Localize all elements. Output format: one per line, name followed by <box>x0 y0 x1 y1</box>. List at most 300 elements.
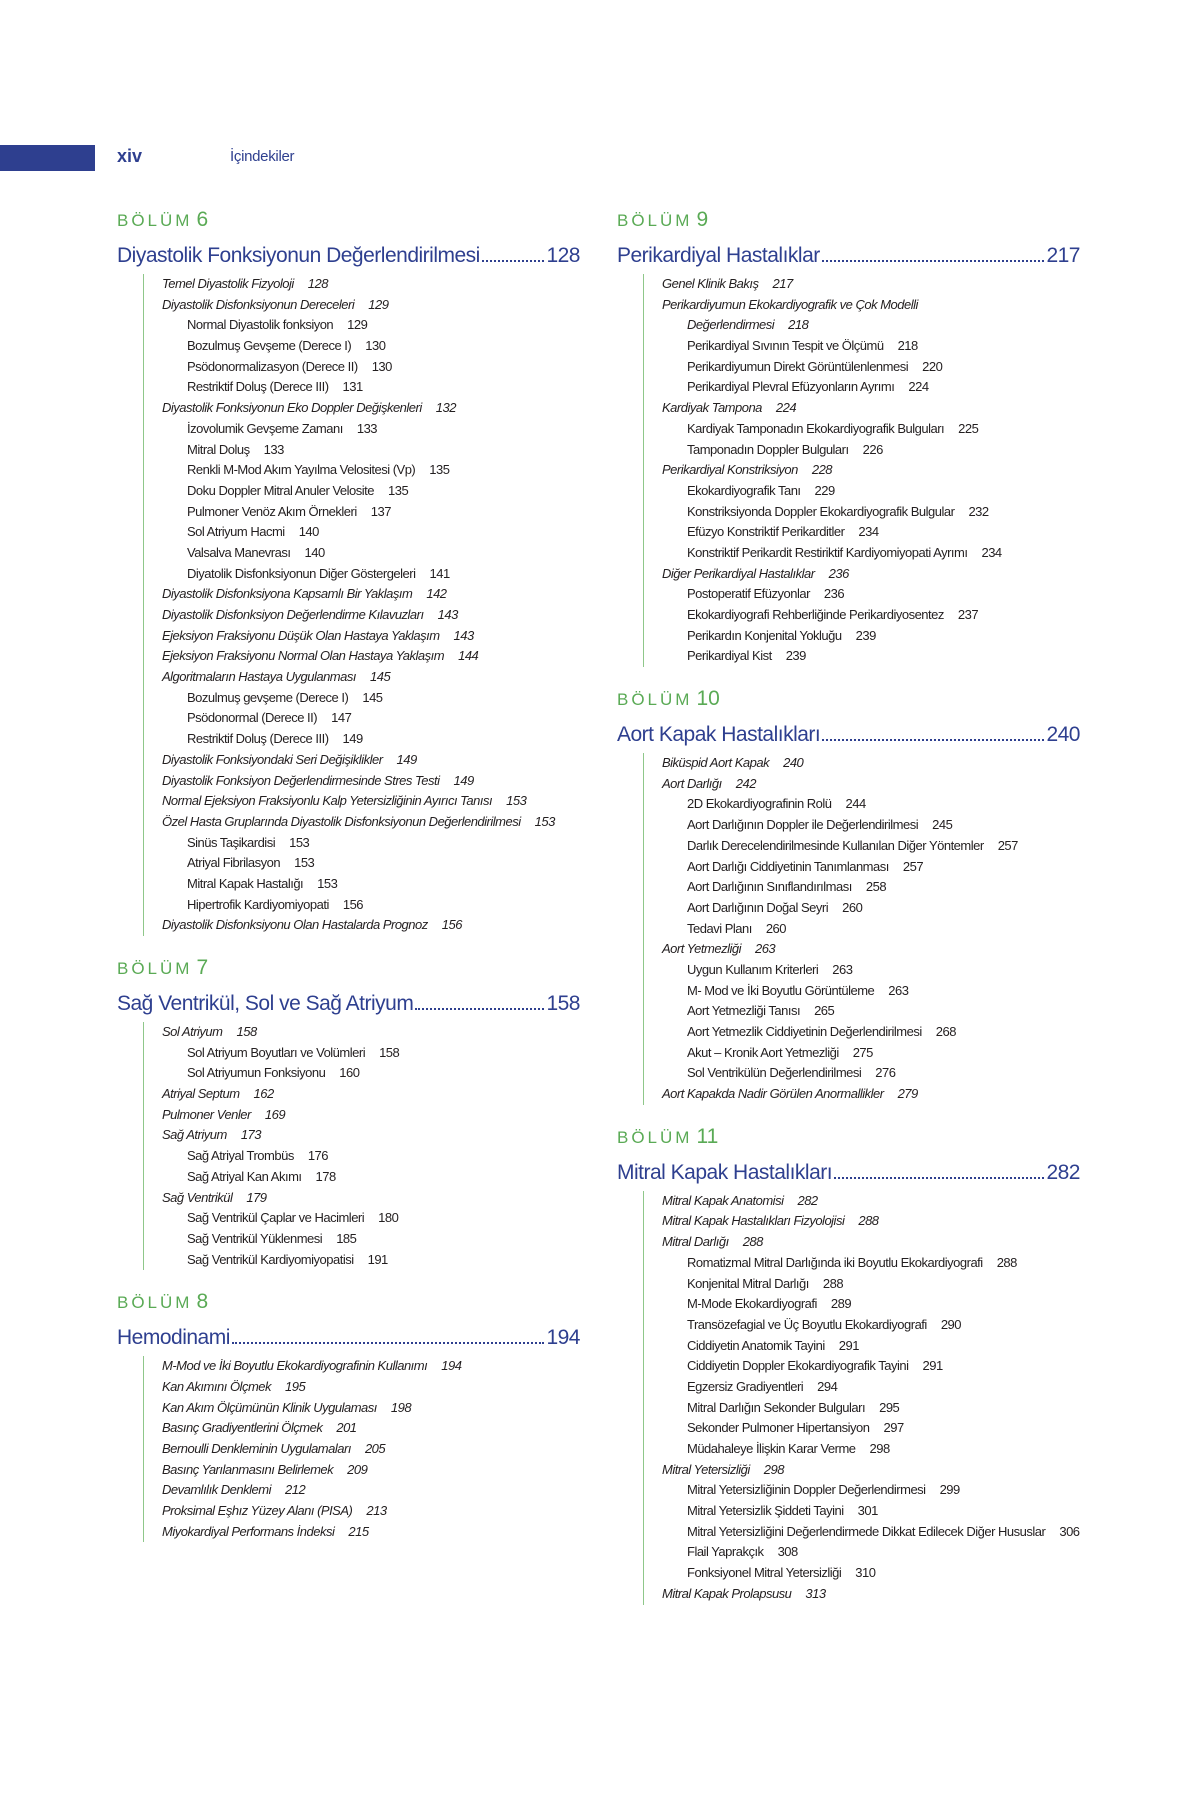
chapter-entry-list <box>643 1191 1080 1605</box>
entry-title: Renkli M-Mod Akım Yayılma Velositesi (Vp) <box>187 462 416 478</box>
entry-title: Romatizmal Mitral Darlığında iki Boyutlu Ekokardiyografi <box>687 1254 983 1270</box>
toc-subsection-entry[interactable] <box>162 440 580 461</box>
toc-subsection-entry[interactable] <box>162 708 580 729</box>
entry-page-number: 224 <box>775 400 797 416</box>
entry-title: Proksimal Eşhız Yüzey Alanı (PISA) <box>162 1503 353 1519</box>
entry-title: Hipertrofik Kardiyomiyopati <box>187 896 329 912</box>
entry-page-number: 295 <box>879 1399 900 1415</box>
entry-page-number: 158 <box>236 1024 257 1039</box>
toc-section-entry[interactable] <box>162 1398 580 1419</box>
entry-page-number: 234 <box>981 544 1002 560</box>
entry-page-number: 288 <box>822 1275 844 1291</box>
toc-section-entry[interactable] <box>162 1084 580 1105</box>
chapter-number: 7 <box>196 956 209 979</box>
toc-section-entry[interactable] <box>162 584 580 605</box>
entry-page-number: 291 <box>922 1358 943 1374</box>
entry-page-number: 237 <box>957 607 979 622</box>
chapter-number: 11 <box>696 1124 719 1148</box>
toc-section-entry[interactable] <box>162 274 580 295</box>
toc-subsection-entry[interactable] <box>162 895 580 916</box>
chapter-label-text: BÖLÜM <box>117 211 193 230</box>
entry-title: Perikardiyumun Ekokardiyografik ve Çok Modelli <box>662 296 918 312</box>
chapter-title-row[interactable] <box>117 990 580 1018</box>
toc-subsection-entry[interactable] <box>162 1229 580 1250</box>
toc-subsection-entry[interactable] <box>662 857 1080 878</box>
toc-section-entry[interactable] <box>662 1584 1080 1605</box>
toc-subsection-entry[interactable] <box>662 1377 1080 1398</box>
toc-subsection-entry[interactable] <box>162 336 580 357</box>
toc-section-entry[interactable] <box>162 667 580 688</box>
toc-section-entry[interactable] <box>162 812 580 833</box>
entry-title: Aort Yetmezliği <box>662 941 741 957</box>
entry-title: Tedavi Planı <box>687 920 752 936</box>
toc-subsection-entry[interactable] <box>662 1418 1080 1439</box>
entry-title: Mitral Yetersizlik Şiddeti Tayini <box>687 1503 844 1519</box>
toc-subsection-entry[interactable] <box>662 1563 1080 1584</box>
entry-title: Ejeksiyon Fraksiyonu Normal Olan Hastaya Yaklaşım <box>162 648 445 664</box>
entry-page-number: 306 <box>1059 1523 1080 1539</box>
entry-page-number: 245 <box>932 817 953 833</box>
entry-title: Mitral Kapak Hastalıkları Fizyolojisi <box>662 1213 845 1229</box>
toc-section-entry[interactable] <box>162 605 580 626</box>
entry-page-number: 143 <box>437 607 458 622</box>
toc-subsection-entry[interactable] <box>662 1356 1080 1377</box>
entry-title: Restriktif Doluş (Derece III) <box>187 379 329 395</box>
toc-section-entry[interactable] <box>662 1232 1080 1253</box>
chapter-number: 8 <box>196 1290 209 1314</box>
entry-title: Özel Hasta Gruplarında Diyastolik Disfonksiyonun Değerlendirilmesi <box>162 813 521 829</box>
toc-subsection-entry[interactable] <box>162 481 580 502</box>
toc-section-entry[interactable] <box>162 295 580 316</box>
entry-page-number: 201 <box>336 1420 357 1436</box>
toc-subsection-entry[interactable] <box>662 919 1080 940</box>
chapter-section <box>117 956 580 1270</box>
chapter-label-text: BÖLÜM <box>617 211 693 230</box>
entry-title: Aort Kapakda Nadir Görülen Anormallikler <box>662 1086 884 1102</box>
entry-page-number: 242 <box>735 775 756 791</box>
entry-title: Aort Darlığının Sınıflandırılması <box>687 879 852 895</box>
toc-section-entry[interactable] <box>662 274 1080 295</box>
toc-section-entry[interactable] <box>162 398 580 419</box>
toc-subsection-entry[interactable] <box>662 543 1080 564</box>
entry-title: Akut – Kronik Aort Yetmezliği <box>687 1044 839 1060</box>
entry-title: Aort Yetmezliği Tanısı <box>687 1003 801 1019</box>
entry-page-number: 308 <box>777 1544 798 1560</box>
entry-title: Sağ Ventrikül Çaplar ve Hacimleri <box>187 1210 365 1226</box>
entry-page-number: 131 <box>342 379 363 395</box>
entry-page-number: 147 <box>331 710 352 726</box>
toc-subsection-entry[interactable] <box>662 626 1080 647</box>
chapter-title-row[interactable] <box>617 721 1080 749</box>
toc-subsection-entry[interactable] <box>662 1336 1080 1357</box>
entry-title: Sol Atriyum <box>162 1024 223 1039</box>
entry-page-number: 129 <box>347 317 368 333</box>
entry-title: Psödonormal (Derece II) <box>187 710 318 726</box>
toc-subsection-entry[interactable] <box>662 605 1080 626</box>
entry-page-number: 145 <box>369 669 391 685</box>
entry-page-number: 128 <box>307 276 328 291</box>
entry-page-number: 294 <box>817 1378 838 1394</box>
toc-subsection-entry[interactable] <box>662 1501 1080 1522</box>
toc-subsection-entry[interactable] <box>662 440 1080 461</box>
entry-page-number: 263 <box>888 982 909 998</box>
toc-section-entry[interactable] <box>162 915 580 936</box>
entry-title: Mitral Darlığın Sekonder Bulguları <box>687 1399 866 1415</box>
entry-page-number: 185 <box>336 1230 357 1246</box>
toc-subsection-entry[interactable] <box>662 1398 1080 1419</box>
chapter-number: 6 <box>196 208 209 231</box>
entry-title: Sol Atriyum Boyutları ve Volümleri <box>187 1044 366 1060</box>
toc-subsection-entry[interactable] <box>662 877 1080 898</box>
toc-subsection-entry[interactable] <box>162 419 580 440</box>
entry-title: Atriyal Septum <box>162 1086 240 1102</box>
entry-title: Algoritmaların Hastaya Uygulanması <box>162 669 356 685</box>
header-accent-bar <box>0 145 95 171</box>
chapter-entry-list <box>143 1022 580 1270</box>
entry-title: Diyastolik Fonksiyon Değerlendirmesinde Stres Testi <box>162 772 440 788</box>
toc-section-entry[interactable] <box>162 771 580 792</box>
toc-section-entry[interactable] <box>162 1439 580 1460</box>
entry-title: Diyastolik Disfonksiyon Değerlendirme Kılavuzları <box>162 607 424 622</box>
entry-title: Sağ Atriyum <box>162 1127 227 1143</box>
entry-page-number: 313 <box>805 1585 826 1601</box>
entry-title: Kan Akım Ölçümünün Klinik Uygulaması <box>162 1399 377 1415</box>
toc-subsection-entry[interactable] <box>662 1253 1080 1274</box>
toc-subsection-entry[interactable] <box>662 1294 1080 1315</box>
toc-subsection-entry[interactable] <box>662 1001 1080 1022</box>
toc-section-entry[interactable] <box>662 315 1080 336</box>
entry-title: Mitral Kapak Prolapsusu <box>662 1585 792 1601</box>
toc-subsection-entry[interactable] <box>162 1043 580 1064</box>
chapter-title: Mitral Kapak Hastalıkları <box>617 1160 833 1184</box>
toc-subsection-entry[interactable] <box>662 584 1080 605</box>
entry-page-number: 263 <box>754 941 776 957</box>
toc-column-left <box>117 208 580 1562</box>
chapter-number: 10 <box>696 687 720 711</box>
entry-title: Sağ Ventrikül Yüklenmesi <box>187 1230 323 1246</box>
entry-page-number: 232 <box>968 503 989 519</box>
entry-title: Pulmoner Venler <box>162 1106 251 1122</box>
chapter-title: Diyastolik Fonksiyonun Değerlendirilmesi <box>117 244 480 267</box>
entry-title: Mitral Yetersizliğini Değerlendirmede Dikkat Edilecek Diğer Hususlar <box>687 1523 1046 1539</box>
toc-subsection-entry[interactable] <box>662 1542 1080 1563</box>
entry-title: Valsalva Manevrası <box>187 544 291 560</box>
toc-subsection-entry[interactable] <box>662 646 1080 667</box>
toc-subsection-entry[interactable] <box>662 1439 1080 1460</box>
entry-title: Diğer Perikardiyal Hastalıklar <box>662 565 815 581</box>
entry-page-number: 220 <box>922 358 943 374</box>
entry-page-number: 149 <box>396 751 417 767</box>
entry-page-number: 275 <box>852 1044 873 1060</box>
dot-leader <box>822 739 1044 741</box>
toc-subsection-entry[interactable] <box>662 481 1080 502</box>
entry-title: Perikardiyal Kist <box>687 648 772 664</box>
toc-subsection-entry[interactable] <box>162 564 580 585</box>
toc-subsection-entry[interactable] <box>662 981 1080 1002</box>
entry-title: Sekonder Pulmoner Hipertansiyon <box>687 1420 870 1436</box>
entry-title: Sağ Atriyal Kan Akımı <box>187 1168 302 1184</box>
toc-subsection-entry[interactable] <box>162 522 580 543</box>
entry-title: Aort Yetmezlik Ciddiyetinin Değerlendirilmesi <box>687 1024 922 1039</box>
entry-title: Müdahaleye İlişkin Karar Verme <box>687 1441 856 1456</box>
toc-subsection-entry[interactable] <box>162 874 580 895</box>
entry-title: Tamponadın Doppler Bulguları <box>687 441 849 457</box>
toc-section-entry[interactable] <box>662 1191 1080 1212</box>
entry-page-number: 133 <box>356 420 378 436</box>
entry-title: Değerlendirmesi <box>687 317 775 333</box>
toc-section-entry[interactable] <box>662 398 1080 419</box>
toc-subsection-entry[interactable] <box>662 1022 1080 1043</box>
chapter-label-text: BÖLÜM <box>617 690 693 710</box>
entry-title: M-Mode Ekokardiyografi <box>687 1296 817 1312</box>
toc-section-entry[interactable] <box>162 1460 580 1481</box>
toc-column-right <box>617 208 1080 1625</box>
toc-subsection-entry[interactable] <box>662 836 1080 857</box>
toc-subsection-entry[interactable] <box>662 898 1080 919</box>
entry-page-number: 298 <box>763 1461 784 1477</box>
entry-page-number: 290 <box>940 1316 962 1332</box>
toc-section-entry[interactable] <box>162 1105 580 1126</box>
toc-section-entry[interactable] <box>162 1356 580 1377</box>
toc-section-entry[interactable] <box>162 1480 580 1501</box>
toc-section-entry[interactable] <box>162 1522 580 1543</box>
chapter-title-row[interactable] <box>117 242 580 270</box>
toc-section-entry[interactable] <box>162 1377 580 1398</box>
toc-subsection-entry[interactable] <box>162 729 580 750</box>
entry-title: Aort Darlığının Doppler ile Değerlendirilmesi <box>687 817 919 833</box>
entry-title: Pulmoner Venöz Akım Örnekleri <box>187 503 357 519</box>
toc-subsection-entry[interactable] <box>162 1167 580 1188</box>
entry-title: M-Mod ve İki Boyutlu Ekokardiyografinin Kullanımı <box>162 1358 428 1374</box>
toc-section-entry[interactable] <box>662 939 1080 960</box>
entry-page-number: 310 <box>855 1565 876 1581</box>
toc-subsection-entry[interactable] <box>662 419 1080 440</box>
entry-page-number: 218 <box>897 338 918 354</box>
entry-title: Biküspid Aort Kapak <box>662 755 770 771</box>
entry-title: İzovolumik Gevşeme Zamanı <box>187 420 343 436</box>
toc-subsection-entry[interactable] <box>662 1315 1080 1336</box>
toc-subsection-entry[interactable] <box>662 1480 1080 1501</box>
entry-title: Postoperatif Efüzyonlar <box>687 586 810 602</box>
entry-title: Sinüs Taşikardisi <box>187 834 276 850</box>
entry-title: Ekokardiyografi Rehberliğinde Perikardiyosentez <box>687 607 944 622</box>
entry-page-number: 257 <box>902 858 924 874</box>
entry-page-number: 298 <box>869 1441 890 1456</box>
entry-title: M- Mod ve İki Boyutlu Görüntüleme <box>687 982 875 998</box>
entry-page-number: 239 <box>855 627 876 643</box>
toc-section-entry[interactable] <box>662 295 1080 316</box>
entry-page-number: 178 <box>315 1168 336 1184</box>
toc-section-entry[interactable] <box>162 1188 580 1209</box>
entry-page-number: 169 <box>264 1106 286 1122</box>
entry-title: Bozulmuş Gevşeme (Derece I) <box>187 338 352 354</box>
toc-subsection-entry[interactable] <box>162 1063 580 1084</box>
chapter-page-number: 240 <box>1046 723 1080 747</box>
entry-page-number: 130 <box>365 338 386 354</box>
entry-title: Mitral Kapak Anatomisi <box>662 1192 784 1208</box>
toc-subsection-entry[interactable] <box>162 315 580 336</box>
toc-subsection-entry[interactable] <box>162 357 580 378</box>
entry-title: Sol Atriyum Hacmi <box>187 524 285 540</box>
entry-page-number: 226 <box>862 441 883 457</box>
toc-subsection-entry[interactable] <box>162 1250 580 1271</box>
entry-title: Perikardın Konjenital Yokluğu <box>687 627 842 643</box>
chapter-title-row[interactable] <box>617 1159 1080 1187</box>
toc-section-entry[interactable] <box>162 1418 580 1439</box>
entry-title: Sağ Atriyal Trombüs <box>187 1148 294 1164</box>
toc-subsection-entry[interactable] <box>662 815 1080 836</box>
chapter-page-number: 282 <box>1046 1160 1080 1184</box>
entry-page-number: 236 <box>823 586 845 602</box>
entry-page-number: 225 <box>958 420 979 436</box>
entry-title: Devamlılık Denklemi <box>162 1482 271 1498</box>
entry-title: Perikardiyumun Direkt Görüntülenlenmesi <box>687 358 909 374</box>
entry-page-number: 130 <box>371 358 392 374</box>
chapter-label <box>617 1125 1080 1149</box>
toc-subsection-entry[interactable] <box>662 1522 1080 1543</box>
toc-subsection-entry[interactable] <box>662 1274 1080 1295</box>
entry-title: Kan Akımını Ölçmek <box>162 1378 271 1394</box>
chapter-title-row[interactable] <box>117 1324 580 1352</box>
toc-section-entry[interactable] <box>162 1501 580 1522</box>
toc-section-entry[interactable] <box>662 564 1080 585</box>
toc-subsection-entry[interactable] <box>662 502 1080 523</box>
toc-subsection-entry[interactable] <box>162 833 580 854</box>
entry-page-number: 149 <box>453 772 474 788</box>
entry-page-number: 141 <box>429 565 450 581</box>
entry-title: Restriktif Doluş (Derece III) <box>187 731 329 747</box>
entry-title: 2D Ekokardiyografinin Rolü <box>687 796 832 812</box>
toc-subsection-entry[interactable] <box>162 460 580 481</box>
dot-leader <box>482 260 545 262</box>
toc-subsection-entry[interactable] <box>662 1043 1080 1064</box>
toc-section-entry[interactable] <box>662 460 1080 481</box>
entry-page-number: 229 <box>814 482 835 498</box>
entry-title: Bernoulli Denkleminin Uygulamaları <box>162 1441 351 1456</box>
entry-page-number: 212 <box>284 1482 306 1498</box>
toc-section-entry[interactable] <box>162 626 580 647</box>
toc-subsection-entry[interactable] <box>162 1146 580 1167</box>
entry-title: Miyokardiyal Performans İndeksi <box>162 1523 335 1539</box>
entry-page-number: 140 <box>298 524 319 540</box>
toc-subsection-entry[interactable] <box>162 853 580 874</box>
entry-page-number: 301 <box>857 1503 878 1519</box>
entry-page-number: 236 <box>828 565 849 581</box>
chapter-label <box>117 208 580 232</box>
chapter-title: Sağ Ventrikül, Sol ve Sağ Atriyum <box>117 992 414 1015</box>
toc-subsection-entry[interactable] <box>162 688 580 709</box>
entry-title: Diyastolik Disfonksiyonu Olan Hastalarda Prognoz <box>162 917 428 933</box>
toc-section-entry[interactable] <box>162 1125 580 1146</box>
chapter-number: 9 <box>696 208 709 231</box>
toc-subsection-entry[interactable] <box>662 1063 1080 1084</box>
toc-section-entry[interactable] <box>662 753 1080 774</box>
entry-title: Mitral Yetersizliği <box>662 1461 750 1477</box>
entry-title: Genel Klinik Bakış <box>662 276 759 291</box>
entry-title: Mitral Yetersizliğinin Doppler Değerlendirmesi <box>687 1482 926 1498</box>
chapter-page-number: 128 <box>546 244 580 267</box>
entry-title: Kardiyak Tamponadın Ekokardiyografik Bulguları <box>687 420 945 436</box>
dot-leader <box>834 1177 1044 1179</box>
toc-section-entry[interactable] <box>162 791 580 812</box>
entry-page-number: 142 <box>426 586 447 602</box>
chapter-entry-list <box>143 1356 580 1542</box>
toc-subsection-entry[interactable] <box>162 502 580 523</box>
chapter-section <box>117 1290 580 1542</box>
toc-subsection-entry[interactable] <box>662 336 1080 357</box>
entry-page-number: 153 <box>506 793 527 809</box>
entry-page-number: 234 <box>858 524 879 540</box>
entry-title: Ciddiyetin Doppler Ekokardiyografik Tayini <box>687 1358 909 1374</box>
chapter-section <box>617 1125 1080 1605</box>
entry-title: Perikardiyal Konstriksiyon <box>662 462 798 478</box>
toc-section-entry[interactable] <box>662 1211 1080 1232</box>
toc-section-entry[interactable] <box>662 1460 1080 1481</box>
entry-page-number: 156 <box>441 917 462 933</box>
toc-subsection-entry[interactable] <box>662 522 1080 543</box>
entry-page-number: 213 <box>366 1503 387 1519</box>
toc-subsection-entry[interactable] <box>162 377 580 398</box>
entry-page-number: 153 <box>289 834 310 850</box>
toc-section-entry[interactable] <box>162 1022 580 1043</box>
entry-title: Egzersiz Gradiyentleri <box>687 1378 804 1394</box>
entry-page-number: 205 <box>364 1441 386 1456</box>
entry-page-number: 156 <box>342 896 364 912</box>
entry-title: Ciddiyetin Anatomik Tayini <box>687 1337 825 1353</box>
chapter-section <box>617 687 1080 1105</box>
toc-section-entry[interactable] <box>662 1084 1080 1105</box>
toc-section-entry[interactable] <box>162 646 580 667</box>
entry-page-number: 265 <box>814 1003 835 1019</box>
entry-title: Aort Darlığı Ciddiyetinin Tanımlanması <box>687 858 889 874</box>
toc-subsection-entry[interactable] <box>662 357 1080 378</box>
toc-subsection-entry[interactable] <box>162 1208 580 1229</box>
entry-page-number: 288 <box>996 1254 1017 1270</box>
toc-subsection-entry[interactable] <box>662 377 1080 398</box>
entry-title: Efüzyo Konstriktif Perikarditler <box>687 524 845 540</box>
entry-title: Doku Doppler Mitral Anuler Velosite <box>187 482 374 498</box>
entry-title: Sağ Ventrikül Kardiyomiyopatisi <box>187 1251 354 1267</box>
entry-page-number: 176 <box>307 1148 329 1164</box>
entry-title: Diyastolik Fonksiyondaki Seri Değişiklikler <box>162 751 383 767</box>
entry-title: Bozulmuş gevşeme (Derece I) <box>187 689 349 705</box>
entry-title: Basınç Yarılanmasını Belirlemek <box>162 1461 334 1477</box>
entry-page-number: 162 <box>253 1086 274 1102</box>
entry-page-number: 209 <box>347 1461 368 1477</box>
toc-subsection-entry[interactable] <box>162 543 580 564</box>
entry-page-number: 288 <box>858 1213 879 1229</box>
entry-title: Psödonormalizasyon (Derece II) <box>187 358 358 374</box>
chapter-label <box>617 687 1080 711</box>
chapter-title: Hemodinami <box>117 1326 230 1350</box>
toc-subsection-entry[interactable] <box>662 794 1080 815</box>
toc-subsection-entry[interactable] <box>662 960 1080 981</box>
entry-title: Diyastolik Fonksiyonun Eko Doppler Değişkenleri <box>162 400 422 416</box>
entry-page-number: 133 <box>263 441 284 457</box>
entry-title: Transözefagial ve Üç Boyutlu Ekokardiyografi <box>687 1316 927 1332</box>
chapter-title-row[interactable] <box>617 242 1080 270</box>
entry-title: Uygun Kullanım Kriterleri <box>687 961 819 977</box>
toc-section-entry[interactable] <box>162 750 580 771</box>
chapter-entry-list <box>643 274 1080 667</box>
entry-page-number: 198 <box>390 1399 412 1415</box>
entry-page-number: 143 <box>453 627 474 643</box>
entry-page-number: 153 <box>294 855 315 871</box>
entry-page-number: 195 <box>285 1378 306 1394</box>
entry-page-number: 153 <box>534 813 555 829</box>
entry-page-number: 260 <box>765 920 787 936</box>
toc-section-entry[interactable] <box>662 774 1080 795</box>
